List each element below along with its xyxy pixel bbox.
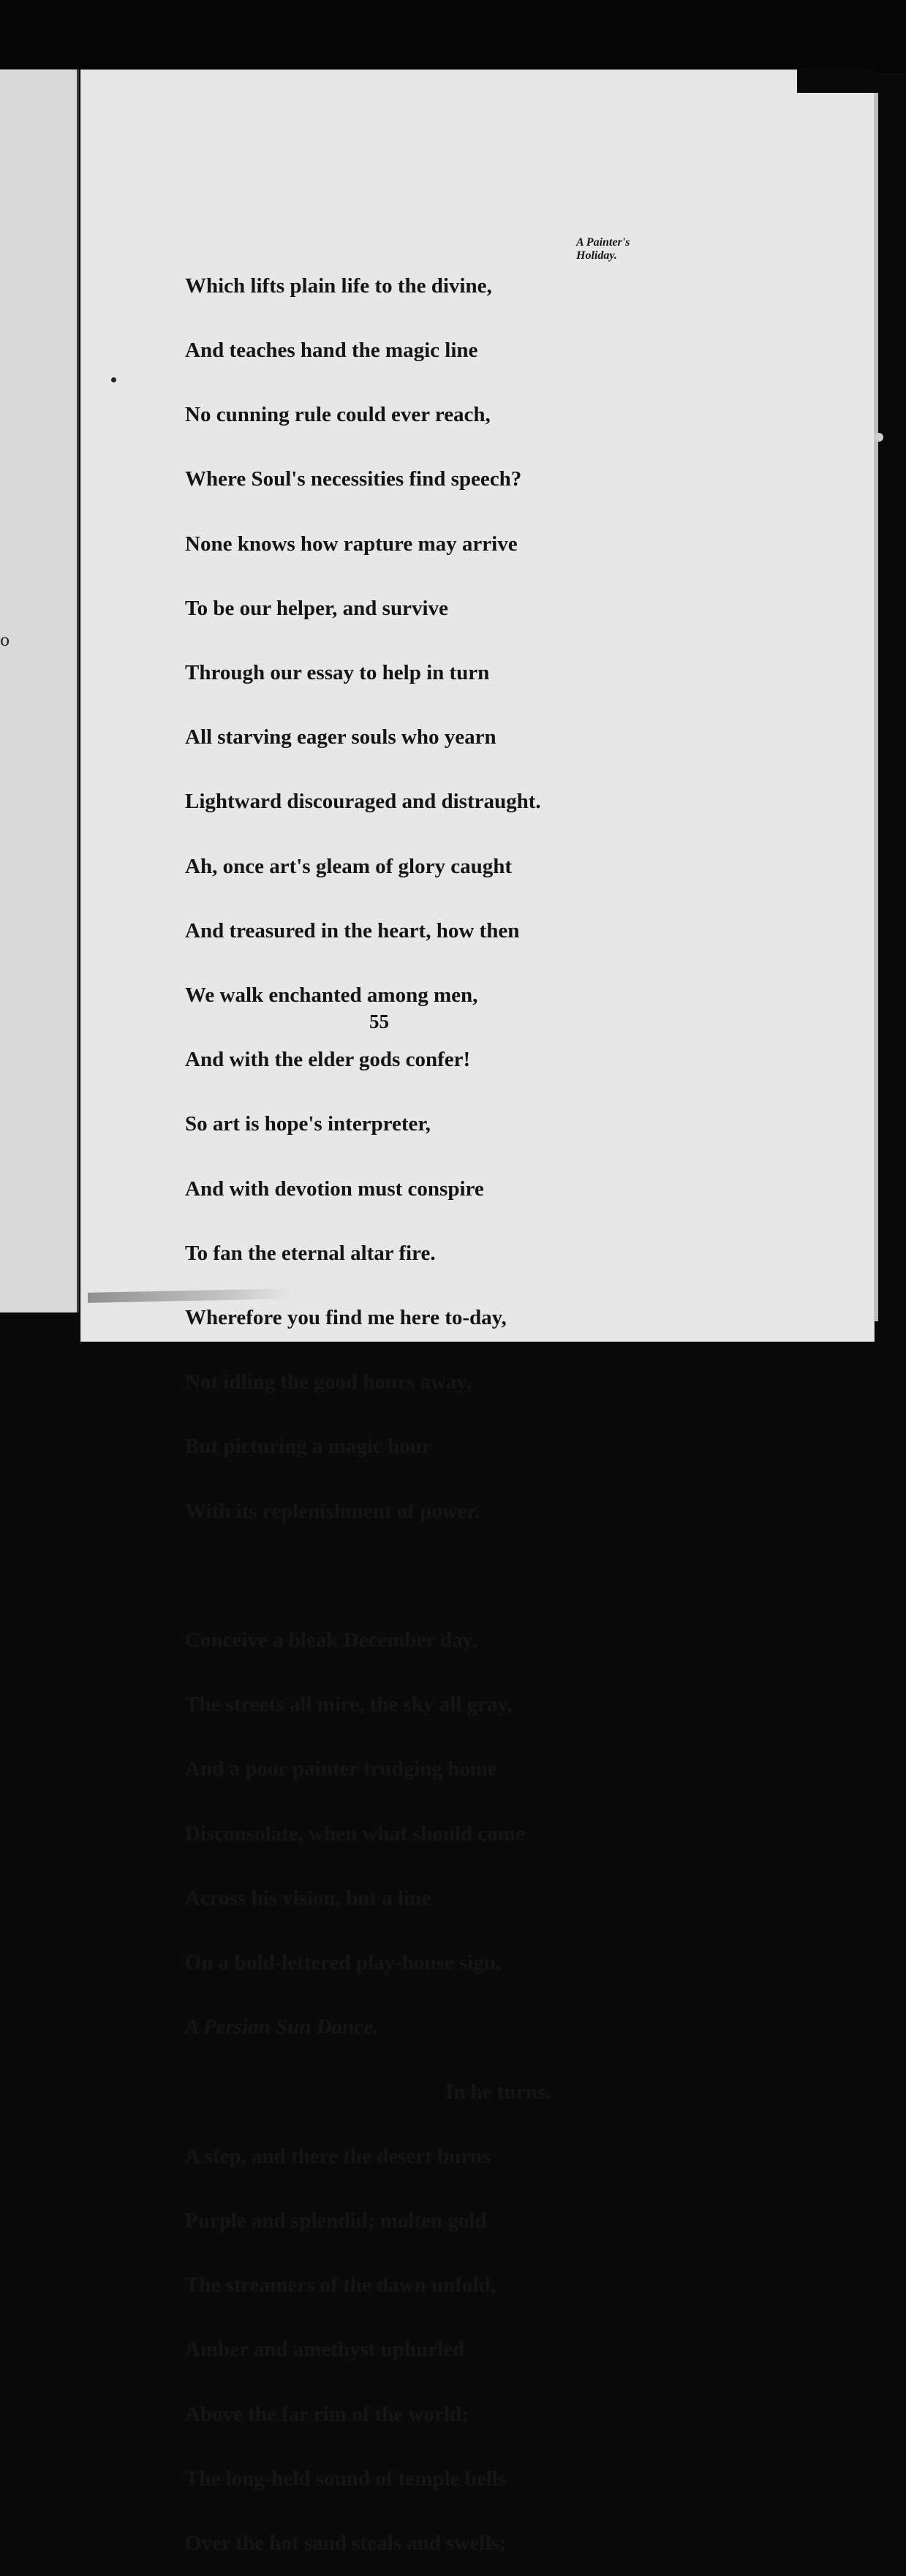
poem-line: A step, and there the desert burns — [185, 2144, 491, 2168]
running-head-line-1: A Painter's — [576, 236, 630, 249]
poem-line: Over the hot sand steals and swells; — [185, 2531, 507, 2555]
margin-dot — [111, 377, 116, 382]
stanza-break — [185, 1565, 551, 1587]
right-page-edge — [875, 93, 878, 1321]
page-gutter — [77, 69, 79, 1312]
poem-line: Conceive a bleak December day, — [185, 1628, 477, 1653]
page-number: 55 — [369, 1011, 389, 1032]
poem-line: Not idling the good hours away, — [185, 1370, 472, 1394]
poem-line: Disconsolate, when what should come — [185, 1821, 525, 1846]
poem-line: None knows how rapture may arrive — [185, 532, 518, 556]
poem-line: And treasured in the heart, how then — [185, 918, 520, 943]
poem-line: Lightward discouraged and distraught. — [185, 790, 541, 814]
poem-line-indented: In he turns. — [445, 2080, 551, 2104]
poem-line: But picturing a magic hour — [185, 1435, 431, 1459]
running-head — [576, 236, 630, 262]
poem-line: And teaches hand the magic line — [185, 339, 478, 363]
poem-text — [185, 233, 551, 2576]
scan-corner — [797, 69, 875, 93]
left-page-fragment: o — [0, 632, 10, 650]
poem-line: To be our helper, and survive — [185, 596, 448, 620]
poem-line: The streamers of the dawn unfold, — [185, 2273, 496, 2297]
left-page-edge — [0, 69, 79, 1312]
poem-line: And a poor painter trudging home — [185, 1757, 497, 1781]
poem-line: Wherefore you find me here to-day, — [185, 1306, 507, 1330]
poem-line: Ah, once art's gleam of glory caught — [185, 854, 513, 878]
poem-line: And with devotion must conspire — [185, 1176, 484, 1201]
poem-line: Through our essay to help in turn — [185, 661, 490, 685]
poem-line: To fan the eternal altar fire. — [185, 1241, 436, 1265]
poem-line: With its replenishment of power. — [185, 1499, 480, 1523]
poem-line: So art is hope's interpreter, — [185, 1112, 431, 1136]
poem-line: Above the far rim of the world; — [185, 2402, 469, 2426]
scan-background — [0, 0, 906, 73]
poem-line: No cunning rule could ever reach, — [185, 403, 491, 427]
poem-line: Where Soul's necessities find speech? — [185, 467, 522, 491]
poem-line: We walk enchanted among men, — [185, 983, 478, 1008]
poem-line: And with the elder gods confer! — [185, 1048, 471, 1072]
binding-mark — [875, 433, 883, 442]
poem-line: Which lifts plain life to the divine, — [185, 273, 492, 298]
poem-line: Purple and splendid; molten gold — [185, 2208, 487, 2232]
running-head-line-2: Holiday. — [576, 249, 617, 262]
poem-line-italic-title: A Persian Sun Dance. — [185, 2015, 379, 2039]
poem-line: Amber and amethyst uphurled — [185, 2338, 465, 2362]
poem-line: The long-held sound of temple bells — [185, 2466, 507, 2490]
poem-line: Across his vision, but a line — [185, 1886, 431, 1910]
poem-line: The streets all mire, the sky all gray, — [185, 1693, 513, 1717]
poem-line: All starving eager souls who yearn — [185, 725, 497, 749]
poem-line: On a bold-lettered play-house sign, — [185, 1951, 502, 1975]
